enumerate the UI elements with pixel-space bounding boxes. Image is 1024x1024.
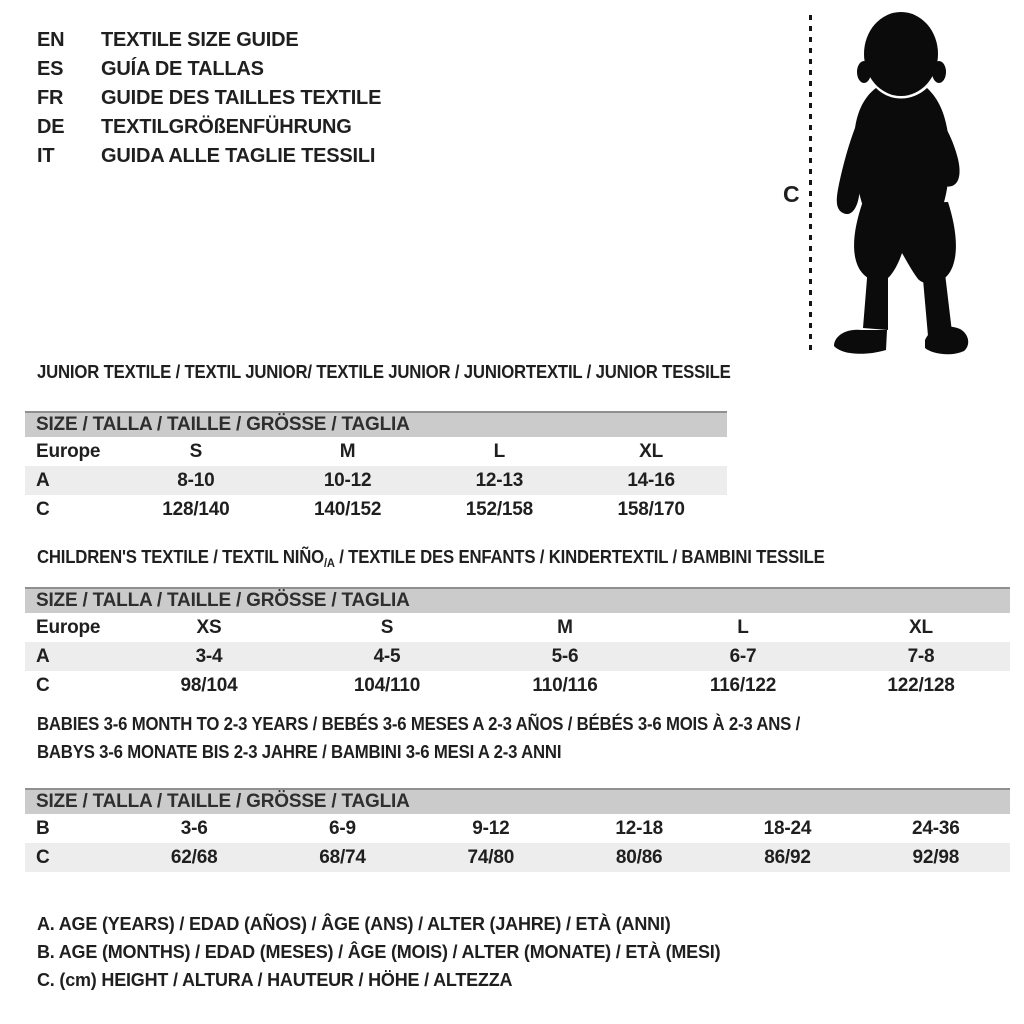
table-cell: 3-4 xyxy=(195,645,223,667)
table-cell: XL xyxy=(909,616,933,638)
language-title: TEXTILE SIZE GUIDE xyxy=(101,29,299,51)
language-title-list xyxy=(37,26,381,171)
table-row xyxy=(25,495,727,524)
children-heading-post: / TEXTILE DES ENFANTS / KINDERTEXTIL / BAMBINI TESSILE xyxy=(334,547,825,567)
children-heading-pre: CHILDREN'S TEXTILE / TEXTIL NIÑO xyxy=(37,547,324,567)
babies-size-table xyxy=(25,788,1010,872)
junior-size-table xyxy=(25,411,727,524)
footnote-list xyxy=(37,910,720,994)
height-measure-dotted-line xyxy=(809,15,812,356)
children-section-heading xyxy=(37,547,825,570)
table-cell: 80/86 xyxy=(615,846,663,868)
language-title: GUIDE DES TAILLES TEXTILE xyxy=(101,87,382,109)
table-cell: 128/140 xyxy=(162,498,230,520)
table-cell: XS xyxy=(196,616,222,638)
table-cell: 92/98 xyxy=(912,846,960,868)
row-label: C xyxy=(36,498,50,520)
table-cell: 152/158 xyxy=(465,498,534,520)
table-cell: 12-13 xyxy=(475,469,524,491)
table-cell: 10-12 xyxy=(323,469,372,491)
junior-section-heading: JUNIOR TEXTILE / TEXTIL JUNIOR/ TEXTILE JUNIOR / JUNIORTEXTIL / JUNIOR TESSILE xyxy=(37,362,731,382)
table-cell: 98/104 xyxy=(180,674,238,696)
table-cell: 6-7 xyxy=(729,645,757,667)
row-label: Europe xyxy=(36,616,101,638)
row-label: B xyxy=(36,817,50,839)
table-cell: S xyxy=(189,440,203,462)
table-row xyxy=(25,613,1010,642)
size-table-header-text: SIZE / TALLA / TAILLE / GRÖSSE / TAGLIA xyxy=(36,414,410,435)
table-cell: 110/116 xyxy=(532,674,598,696)
table-row xyxy=(25,671,1010,700)
language-title: TEXTILGRÖßENFÜHRUNG xyxy=(101,116,352,138)
table-cell: 158/170 xyxy=(617,498,685,520)
footnote-age-years: A. AGE (YEARS) / EDAD (AÑOS) / ÂGE (ANS) / ALTER (JAHRE) / ETÀ (ANNI) xyxy=(37,913,671,934)
table-cell: 68/74 xyxy=(319,846,366,868)
size-table-header-bar xyxy=(25,788,1010,814)
table-cell: 7-8 xyxy=(907,645,935,667)
language-code: ES xyxy=(37,58,64,80)
row-label: C xyxy=(36,674,50,696)
children-heading-subscript: /A xyxy=(323,556,335,570)
table-cell: 74/80 xyxy=(467,846,515,868)
table-row xyxy=(25,843,1010,872)
size-table-header-bar xyxy=(25,411,727,437)
row-label: Europe xyxy=(36,440,101,462)
table-cell: 5-6 xyxy=(551,645,579,667)
language-row xyxy=(37,55,381,84)
table-cell: L xyxy=(737,616,749,638)
row-label: C xyxy=(36,846,50,868)
footnote-age-months: B. AGE (MONTHS) / EDAD (MESES) / ÂGE (MOIS) / ALTER (MONATE) / ETÀ (MESI) xyxy=(37,941,721,962)
language-row xyxy=(37,113,381,142)
language-code: EN xyxy=(37,29,65,51)
language-row xyxy=(37,84,381,113)
table-cell: 9-12 xyxy=(472,817,510,839)
table-row xyxy=(25,814,1010,843)
table-cell: M xyxy=(339,440,356,462)
table-cell: 3-6 xyxy=(180,817,208,839)
table-cell: S xyxy=(380,616,394,638)
table-cell: 62/68 xyxy=(170,846,218,868)
row-label: A xyxy=(36,645,50,667)
toddler-silhouette-icon xyxy=(822,8,972,358)
size-table-header-bar xyxy=(25,587,1010,613)
table-cell: 116/122 xyxy=(709,674,777,696)
table-cell: XL xyxy=(639,440,664,462)
size-table-header-text: SIZE / TALLA / TAILLE / GRÖSSE / TAGLIA xyxy=(36,791,410,812)
table-cell: 18-24 xyxy=(763,817,812,839)
language-title: GUIDA ALLE TAGLIE TESSILI xyxy=(101,145,376,167)
table-cell: M xyxy=(557,616,573,638)
table-cell: 122/128 xyxy=(887,674,955,696)
babies-section-heading-line2: BABYS 3-6 MONATE BIS 2-3 JAHRE / BAMBINI 3-6 MESI A 2-3 ANNI xyxy=(37,742,562,762)
table-row xyxy=(25,642,1010,671)
table-cell: 86/92 xyxy=(764,846,811,868)
size-table-header-text: SIZE / TALLA / TAILLE / GRÖSSE / TAGLIA xyxy=(36,590,410,611)
table-cell: 140/152 xyxy=(313,498,382,520)
table-cell: 14-16 xyxy=(627,469,675,491)
height-measure-label: C xyxy=(783,181,800,207)
table-cell: 4-5 xyxy=(373,645,401,667)
babies-section-heading-line1: BABIES 3-6 MONTH TO 2-3 YEARS / BEBÉS 3-6 MESES A 2-3 AÑOS / BÉBÉS 3-6 MOIS À 2-3 ANS / xyxy=(37,714,801,734)
table-row xyxy=(25,466,727,495)
language-code: FR xyxy=(37,87,64,109)
table-cell: 24-36 xyxy=(912,817,960,839)
children-size-table xyxy=(25,587,1010,700)
table-cell: 104/110 xyxy=(353,674,421,696)
table-cell: 8-10 xyxy=(177,469,215,491)
language-title: GUÍA DE TALLAS xyxy=(101,58,264,80)
row-label: A xyxy=(36,469,50,491)
language-code: IT xyxy=(37,145,55,167)
table-row xyxy=(25,437,727,466)
table-cell: L xyxy=(493,440,506,462)
language-row xyxy=(37,26,381,55)
language-code: DE xyxy=(37,116,65,138)
language-row xyxy=(37,142,381,171)
table-cell: 12-18 xyxy=(615,817,663,839)
footnote-height-cm: C. (cm) HEIGHT / ALTURA / HAUTEUR / HÖHE / ALTEZZA xyxy=(37,969,513,990)
table-cell: 6-9 xyxy=(329,817,356,839)
